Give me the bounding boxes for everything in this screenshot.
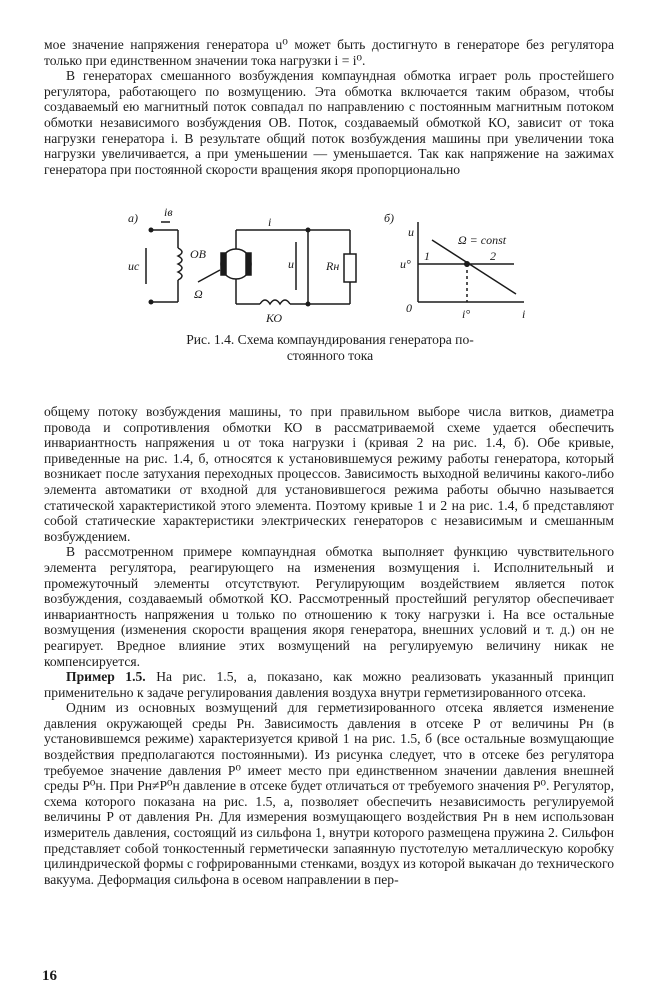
brush [221,253,226,275]
rotation-arrow [198,270,220,282]
figure-caption [120,332,540,363]
terminal [149,228,154,233]
label-i0: i° [462,307,471,321]
label-omega-const: Ω = const [458,233,507,247]
label-u: u [288,257,294,271]
brush [246,253,251,275]
caption-line-2: стоянного тока [286,347,374,363]
axis-u-label: u [408,225,414,239]
label-ko: КО [266,311,283,325]
top-text-block [44,37,614,177]
node [306,228,311,233]
example-heading: Пример 1.5. [66,669,146,685]
paragraph-invariance: общему потоку возбуждения машины, то при правильном выборе числа витков, диаметра провода и сопротивления обмотки КО в рассматриваемой схеме удается обеспечить инвариантность напряжения u от тока нагрузки i (кривая 2 на рис. 1.4, б). Обе кривые, приведенные на рис. 1.4, б, относятся к установившемуся режиму работы генератора, который возникает после затухания переходных процессов. Зависимость выходной величины какого-либо элемента автоматики от входной для установившегося режима работы обычно называется статической характеристикой этого элемента. Поэтому кривые 1 и 2 на рис. 1.4, б представляют собой статические характеристики электрических генераторов с независимым и смешанным возбуждением. [44,404,614,544]
label-a: а) [128,211,138,225]
label-ov: ОВ [190,247,206,261]
paragraph-compound-winding: В генераторах смешанного возбуждения компаундная обмотка играет роль простейшего регулятора, работающего по возмущению. Эта обмотка включается таким образом, чтобы создаваемый ею магнитный поток совпадал по направлению с постоянным магнитным потоком обмотки независимого возбуждения ОВ. Поток, создаваемый обмоткой КО, зависит от тока нагрузки генератора i. В результате общий поток возбуждения машины при увеличении тока нагрузки увеличивается, а при уменьшении — уменьшается. Так как напряжение на зажимах генератора при постоянной скорости вращения якоря пропорционально [44,68,614,177]
label-rn: Rн [326,259,340,273]
page-number: 16 [42,968,57,984]
bottom-text-block [44,404,614,887]
paragraph-example-1-5 [44,669,614,700]
operating-point [464,261,470,267]
label-b: б) [384,211,395,225]
label-curve-2: 2 [490,249,496,263]
label-i-v: iв [164,205,173,219]
paragraph-example-discussion: В рассмотренном примере компаундная обмотка выполняет функцию чувствительного элемента регулятора, реагирующего на изменения возмущения i. Исполнительный и промежуточный элементы отсутствуют. Регулирующим воздействием является поток возбуждения, создаваемый обмоткой КО. Рассмотренный простейший регулятор обеспечивает инвариантность напряжения u только по отношению к току нагрузки i. На все остальные возмущения (изменения скорости вращения якоря генератора, внешних условий и т. д.) он не реагирует. Вредное влияние этих возмущений на регулируемую величину никак не компенсируется. [44,544,614,669]
label-u0: u° [400,257,411,271]
label-u-c: uс [128,259,140,273]
resistor-rn [344,254,356,282]
paragraph-continued: мое значение напряжения генератора u⁰ может быть достигнуто в генераторе без регулятора только при единственном значении тока нагрузки i = i⁰. [44,37,614,68]
winding-ov [178,248,182,280]
label-curve-1: 1 [424,249,430,263]
caption-line-1: Рис. 1.4. Схема компаундирования генератора по- [186,332,474,347]
example-text: На рис. 1.5, а, показано, как можно реализовать указанный принцип применительно к задаче регулирования давления воздуха внутри герметизированного отсека. [44,669,615,700]
node [306,302,311,307]
label-i: i [268,215,272,229]
paragraph-pressure: Одним из основных возмущений для герметизированного отсека является изменение давления окружающей среды Pн. Зависимость давления в отсеке P от величины Pн (в установившемся режиме) характеризуется кривой 1 на рис. 1.5, б (все остальные возмущающие воздействия предполагаются постоянными). Из рисунка следует, что в отсеке без регулятора требуемое значение давления P⁰ имеет место при единственном значении давления внешней среды P⁰н. При Pн≠P⁰н давление в отсеке будет отличаться от требуемого значения P⁰. Регулятор, схема которого показана на рис. 1.5, а, позволяет обеспечить независимость регулируемой величины P от давления Pн. Для измерения возмущающего воздействия Pн в нем использован измеритель давления, состоящий из сильфона 1, внутри которого размещена пружина 2. Сильфон представляет собой тонкостенный герметически запаянную пустотелую металлическую коробку цилиндрической формы с гофрированными стенками, воздух из которой выкачан до технического вакуума. Деформация сильфона в осевом направлении в пер- [44,700,614,887]
figure-svg [118,200,538,328]
curve-1 [432,240,516,294]
label-omega: Ω [194,287,203,301]
label-zero: 0 [406,301,412,315]
figure-1-4 [118,200,538,328]
axis-i-label: i [522,307,526,321]
winding-ko [260,300,290,304]
terminal [149,300,154,305]
